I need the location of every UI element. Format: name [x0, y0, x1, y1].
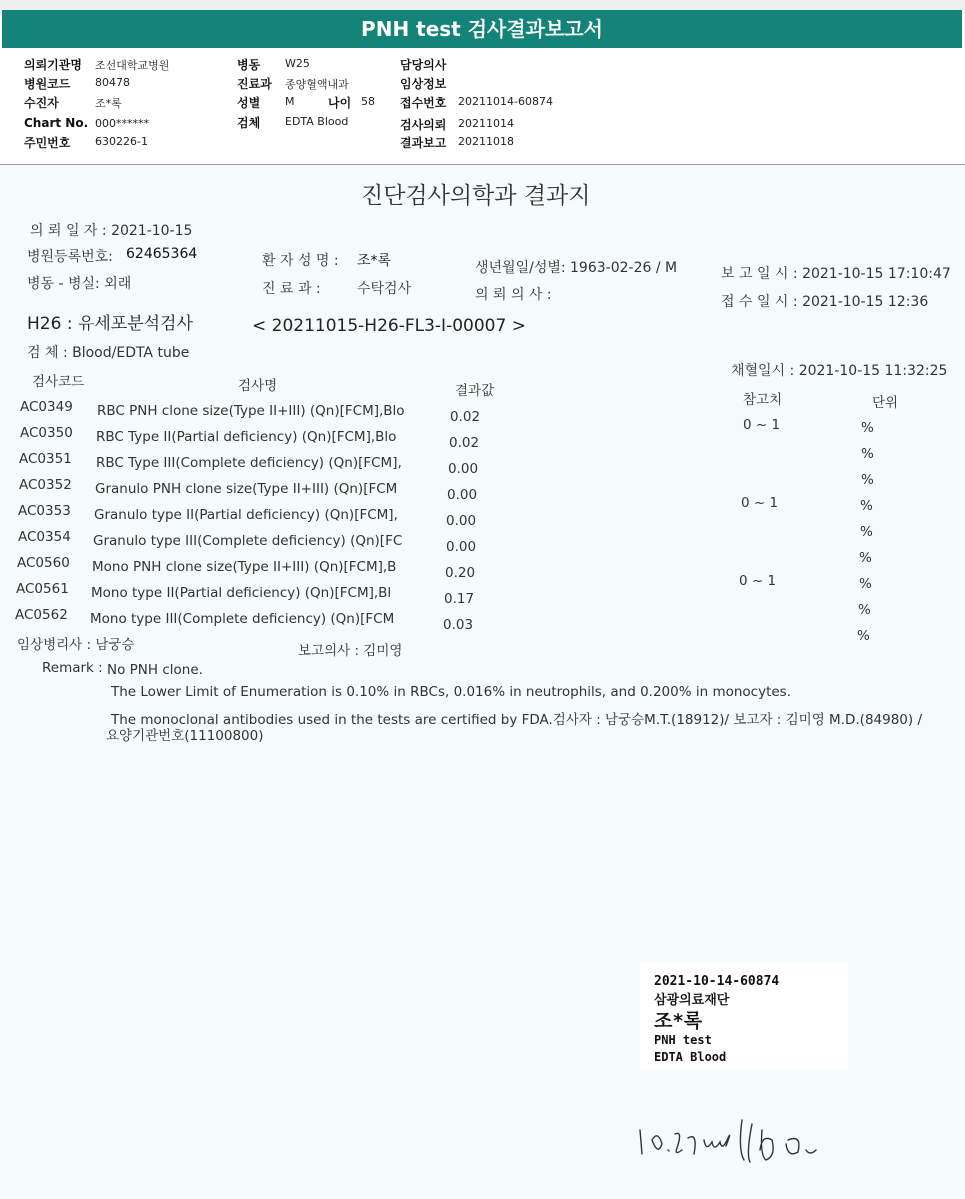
- age-value: 58: [361, 95, 375, 108]
- patient-name-label: 환 자 성 명 :: [262, 253, 339, 269]
- result-value: 0.00: [448, 461, 479, 477]
- registration-label: 병원등록번호:: [27, 249, 113, 265]
- header-value: 20211018: [458, 135, 514, 148]
- result-unit: %: [861, 446, 874, 462]
- result-unit: %: [859, 550, 872, 566]
- label-test: PNH test: [654, 1033, 712, 1047]
- header-value: 조선대학교병원: [95, 59, 170, 72]
- reference-range: 0 ~ 1: [741, 495, 779, 511]
- specimen: 검 체 : Blood/EDTA tube: [27, 345, 190, 361]
- header-value: 조*록: [95, 97, 122, 110]
- header-label: 검체: [237, 116, 261, 130]
- header-label: 병원코드: [24, 77, 71, 91]
- result-code: AC0352: [19, 477, 72, 493]
- remark-line: The Lower Limit of Enumeration is 0.10% in RBCs, 0.016% in neutrophils, and 0.200% in monocytes.: [111, 684, 792, 700]
- result-name: RBC Type III(Complete deficiency) (Qn)[FCM],: [96, 455, 402, 471]
- label-accession: 2021-10-14-60874: [654, 974, 780, 989]
- col-value-header: 결과값: [455, 383, 495, 399]
- requesting-doctor: 의 뢰 의 사 :: [475, 287, 552, 303]
- header-value: 20211014-60874: [458, 95, 553, 108]
- result-code: AC0561: [16, 581, 69, 597]
- header-label: 결과보고: [400, 136, 447, 150]
- label-patient: 조*록: [654, 1010, 703, 1032]
- header-value: 80478: [95, 76, 130, 89]
- col-ref-header: 참고치: [743, 392, 783, 408]
- result-name: Mono type III(Complete deficiency) (Qn)[FCM: [90, 611, 395, 627]
- result-name: RBC PNH clone size(Type II+III) (Qn)[FCM],Blo: [97, 403, 405, 419]
- header-label: 임상정보: [400, 77, 447, 91]
- header-value: 종양혈액내과: [285, 78, 349, 91]
- sampling-datetime: 채혈일시 : 2021-10-15 11:32:25: [731, 363, 948, 379]
- header-label: 진료과: [237, 77, 272, 91]
- reference-range: 0 ~ 1: [743, 417, 781, 433]
- patient-header: [0, 48, 965, 165]
- header-label: 수진자: [24, 96, 59, 110]
- birth-sex: 생년월일/성별: 1963-02-26 / M: [475, 260, 678, 276]
- result-unit: %: [861, 472, 874, 488]
- result-unit: %: [860, 498, 873, 514]
- header-label: 주민번호: [24, 136, 71, 150]
- reporting-doctor: 보고의사 : 김미영: [298, 643, 403, 659]
- result-name: Granulo type III(Complete deficiency) (Qn)[FC: [93, 533, 403, 549]
- registration-number: 62465364: [126, 246, 198, 262]
- pathologist: 임상병리사 : 남궁승: [17, 637, 135, 653]
- result-name: RBC Type II(Partial deficiency) (Qn)[FCM],Blo: [96, 429, 397, 445]
- result-value: 0.00: [446, 513, 477, 529]
- col-name-header: 검사명: [238, 378, 278, 394]
- result-name: Mono PNH clone size(Type II+III) (Qn)[FCM],B: [92, 559, 397, 575]
- result-code: AC0354: [18, 529, 71, 545]
- remark-label: Remark :: [42, 660, 103, 676]
- result-code: AC0562: [15, 607, 68, 623]
- result-value: 0.02: [450, 409, 481, 425]
- age-label: 나이: [328, 96, 352, 110]
- result-code: AC0353: [18, 503, 71, 519]
- header-label: 접수번호: [400, 96, 447, 110]
- result-code: AC0560: [17, 555, 70, 571]
- result-code: AC0351: [19, 451, 72, 467]
- header-value: W25: [285, 57, 310, 70]
- reference-range: 0 ~ 1: [739, 573, 777, 589]
- header-label: Chart No.: [24, 116, 89, 130]
- result-value: 0.00: [446, 539, 477, 555]
- signature-stroke: [640, 1120, 816, 1162]
- department-label: 진 료 과 :: [262, 281, 321, 297]
- remark-line: 요양기관번호(11100800): [106, 728, 264, 744]
- result-unit: %: [858, 602, 871, 618]
- top-gray-strip: [0, 0, 965, 10]
- result-value: 0.00: [447, 487, 478, 503]
- header-label: 병동: [237, 58, 261, 72]
- result-code: AC0350: [20, 425, 73, 441]
- report-title: PNH test 검사결과보고서: [361, 17, 603, 41]
- request-date: 의 뢰 일 자 : 2021-10-15: [30, 223, 193, 239]
- department: 수탁검사: [357, 281, 412, 297]
- result-value: 0.02: [449, 435, 480, 451]
- result-code: AC0349: [20, 399, 73, 415]
- report-heading: 진단검사의학과 결과지: [361, 183, 591, 209]
- remark-line: No PNH clone.: [107, 662, 203, 678]
- result-unit: %: [861, 420, 874, 436]
- specimen-label-sticker: [640, 962, 848, 1070]
- header-value: 630226-1: [95, 135, 148, 148]
- result-name: Granulo type II(Partial deficiency) (Qn)[FCM],: [94, 507, 398, 523]
- result-value: 0.20: [445, 565, 476, 581]
- report-datetime: 보 고 일 시 : 2021-10-15 17:10:47: [721, 266, 951, 282]
- result-name: Mono type II(Partial deficiency) (Qn)[FCM],Bl: [91, 585, 392, 601]
- result-unit: %: [859, 576, 872, 592]
- receipt-datetime: 접 수 일 시 : 2021-10-15 12:36: [721, 294, 929, 310]
- ward-room: 병동 - 병실: 외래: [27, 276, 132, 292]
- header-label: 성별: [237, 96, 261, 110]
- exam-title: H26 : 유세포분석검사: [27, 314, 193, 334]
- label-foundation: 삼광의료재단: [654, 993, 730, 1008]
- result-value: 0.03: [443, 617, 474, 633]
- header-value: 20211014: [458, 117, 514, 130]
- remark-line: The monoclonal antibodies used in the tests are certified by FDA.검사자 : 남궁승M.T.(18912)/ 보고자 : 김미영 M.D.(84980) /: [111, 712, 922, 728]
- header-value: EDTA Blood: [285, 115, 349, 128]
- patient-name: 조*록: [357, 253, 392, 269]
- header-label: 검사의뢰: [400, 118, 447, 132]
- label-specimen: EDTA Blood: [654, 1050, 727, 1064]
- result-value: 0.17: [444, 591, 475, 607]
- result-unit: %: [857, 628, 870, 644]
- header-label: 의뢰기관명: [24, 58, 82, 72]
- header-value: M: [285, 95, 295, 108]
- result-unit: %: [860, 524, 873, 540]
- handwritten-signature: [630, 1110, 860, 1180]
- col-unit-header: 단위: [872, 395, 899, 411]
- header-value: 000******: [95, 117, 149, 130]
- result-name: Granulo PNH clone size(Type II+III) (Qn)[FCM: [95, 481, 398, 497]
- exam-number: < 20211015-H26-FL3-I-00007 >: [252, 316, 526, 336]
- report-title-bar: [2, 10, 962, 48]
- col-code-header: 검사코드: [32, 374, 85, 390]
- header-label: 담당의사: [400, 58, 447, 72]
